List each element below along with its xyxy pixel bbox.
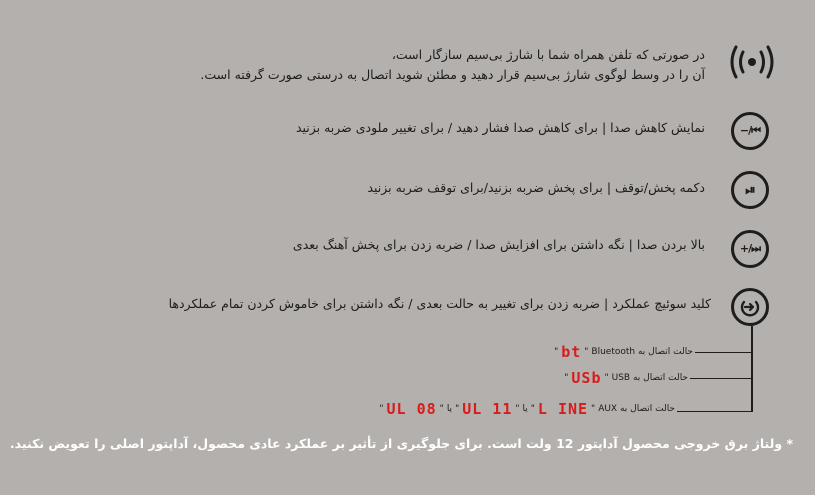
quote-mark: " bbox=[584, 347, 589, 357]
mode-bluetooth-label: حالت اتصال به Bluetooth bbox=[591, 347, 693, 357]
connector-aux bbox=[677, 411, 752, 412]
mode-bluetooth bbox=[554, 343, 693, 361]
mode-aux-label: حالت اتصال به AUX bbox=[598, 404, 675, 414]
quote-mark: " bbox=[439, 404, 444, 414]
wireless-text-line2: آن را در وسط لوگوی شارژ بی‌سیم قرار دهید و مطئن شوید اتصال به درستی صورت گرفته است. bbox=[200, 67, 705, 82]
volume-up-glyph: +/⏭ bbox=[739, 242, 761, 255]
volume-down-text: نمایش کاهش صدا | برای کاهش صدا فشار دهید / برای تغییر ملودی ضربه بزنید bbox=[295, 120, 705, 135]
volume-down-previous-icon bbox=[731, 112, 769, 150]
connector-bluetooth bbox=[695, 352, 752, 353]
mode-switch-icon bbox=[731, 288, 769, 326]
segment-display-vol11: UL 11 bbox=[462, 400, 513, 418]
play-pause-glyph: ⏯ bbox=[745, 182, 755, 198]
quote-mark: " bbox=[379, 404, 384, 414]
volume-down-glyph: −/⏮ bbox=[739, 124, 761, 137]
play-pause-text: دکمه پخش/توقف | برای پخش ضربه بزنید/برای توقف ضربه بزنید bbox=[367, 180, 705, 195]
quote-mark: " bbox=[564, 373, 569, 383]
mode-aux bbox=[379, 400, 675, 418]
wireless-text-line1: در صورتی که تلفن همراه شما با شارژ بی‌سیم سازگار است، bbox=[391, 47, 705, 62]
quote-mark: " bbox=[554, 347, 559, 357]
wireless-charging-icon bbox=[726, 42, 778, 82]
mode-switch-text: کلید سوئیچ عملکرد | ضربه زدن برای تغییر به حالت بعدی / نگه داشتن برای خاموش کردن تمام عملکردها bbox=[168, 296, 711, 311]
adapter-note: * ولتاژ برق خروجی محصول آداپتور 12 ولت است. برای جلوگیری از تأثیر بر عملکرد عادی محصول، آداپتور اصلی را تعویض نکنید. bbox=[9, 436, 793, 451]
quote-mark: " bbox=[591, 404, 596, 414]
quote-mark: " bbox=[604, 373, 609, 383]
mode-usb bbox=[564, 369, 688, 387]
quote-mark: " bbox=[530, 404, 535, 414]
segment-display-vol08: UL 08 bbox=[386, 400, 437, 418]
connector-vertical bbox=[751, 326, 753, 412]
segment-display-usb: USb bbox=[571, 369, 602, 387]
play-pause-icon bbox=[731, 171, 769, 209]
or-text: یا bbox=[522, 404, 528, 414]
volume-up-text: بالا بردن صدا | نگه داشتن برای افزایش صدا / ضربه زدن برای پخش آهنگ بعدی bbox=[292, 237, 705, 252]
volume-up-next-icon bbox=[731, 230, 769, 268]
quote-mark: " bbox=[515, 404, 520, 414]
mode-usb-label: حالت اتصال به USB bbox=[611, 373, 688, 383]
quote-mark: " bbox=[455, 404, 460, 414]
or-text: یا bbox=[446, 404, 453, 414]
segment-display-bt: bt bbox=[561, 343, 582, 361]
segment-display-line: L INE bbox=[537, 400, 589, 418]
connector-usb bbox=[690, 378, 752, 379]
